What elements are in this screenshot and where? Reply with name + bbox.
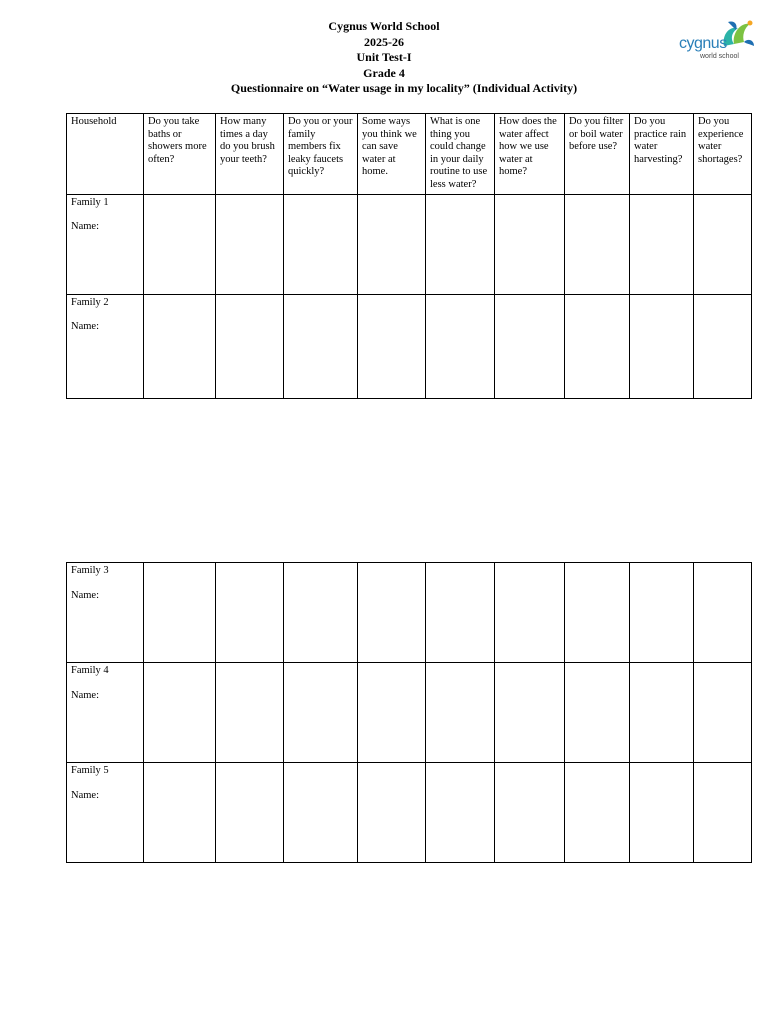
answer-cell[interactable] bbox=[144, 763, 216, 863]
family-label: Family 4 bbox=[71, 665, 109, 676]
answer-cell[interactable] bbox=[630, 194, 694, 294]
questionnaire-table-page1 bbox=[66, 113, 752, 399]
answer-cell[interactable] bbox=[565, 663, 630, 763]
grade-label: Grade 4 bbox=[363, 65, 405, 80]
answer-cell[interactable] bbox=[284, 663, 358, 763]
session-year: 2025-26 bbox=[364, 34, 404, 49]
answer-cell[interactable] bbox=[495, 194, 565, 294]
questionnaire-title: Questionnaire on “Water usage in my locality” (Individual Activity) bbox=[230, 81, 578, 95]
column-header: Do you practice rain water harvesting? bbox=[630, 114, 694, 195]
table-row bbox=[67, 763, 752, 863]
column-header: Do you experience water shortages? bbox=[694, 114, 752, 195]
name-label: Name: bbox=[71, 321, 99, 333]
answer-cell[interactable] bbox=[694, 294, 752, 398]
family-label: Family 2 bbox=[71, 296, 109, 308]
answer-cell[interactable] bbox=[216, 563, 284, 663]
questionnaire-table-page2 bbox=[66, 562, 752, 863]
answer-cell[interactable] bbox=[284, 194, 358, 294]
household-cell bbox=[67, 763, 144, 863]
answer-cell[interactable] bbox=[144, 194, 216, 294]
answer-cell[interactable] bbox=[358, 663, 426, 763]
column-header: What is one thing you could change in your daily routine to use less water? bbox=[426, 114, 495, 195]
answer-cell[interactable] bbox=[426, 294, 495, 398]
answer-cell[interactable] bbox=[216, 663, 284, 763]
answer-cell[interactable] bbox=[694, 763, 752, 863]
answer-cell[interactable] bbox=[495, 663, 565, 763]
table-row bbox=[67, 294, 752, 398]
answer-cell[interactable] bbox=[426, 194, 495, 294]
name-label: Name: bbox=[71, 789, 99, 801]
column-header: Do you or your family members fix leaky faucets quickly? bbox=[284, 114, 358, 195]
household-cell bbox=[67, 194, 144, 294]
household-cell bbox=[67, 294, 144, 398]
answer-cell[interactable] bbox=[358, 294, 426, 398]
answer-cell[interactable] bbox=[216, 763, 284, 863]
answer-cell[interactable] bbox=[495, 563, 565, 663]
name-label: Name: bbox=[71, 221, 99, 233]
household-cell bbox=[67, 663, 144, 763]
table-row bbox=[67, 194, 752, 294]
answer-cell[interactable] bbox=[284, 763, 358, 863]
table-row bbox=[67, 563, 752, 663]
answer-cell[interactable] bbox=[144, 663, 216, 763]
answer-cell[interactable] bbox=[426, 563, 495, 663]
document-header bbox=[0, 19, 768, 97]
column-header: How does the water affect how we use water at home? bbox=[495, 114, 565, 195]
answer-cell[interactable] bbox=[565, 294, 630, 398]
answer-cell[interactable] bbox=[284, 563, 358, 663]
family-label: Family 5 bbox=[71, 765, 109, 776]
family-label: Family 1 bbox=[71, 196, 109, 208]
test-name: Unit Test-I bbox=[356, 50, 412, 64]
column-header: Do you take baths or showers more often? bbox=[144, 114, 216, 195]
answer-cell[interactable] bbox=[495, 294, 565, 398]
answer-cell[interactable] bbox=[358, 563, 426, 663]
name-label: Name: bbox=[71, 589, 99, 601]
table-row bbox=[67, 663, 752, 763]
answer-cell[interactable] bbox=[284, 294, 358, 398]
answer-cell[interactable] bbox=[358, 763, 426, 863]
column-header: How many times a day do you brush your teeth? bbox=[216, 114, 284, 195]
answer-cell[interactable] bbox=[358, 194, 426, 294]
answer-cell[interactable] bbox=[630, 663, 694, 763]
logo-text: cygnus bbox=[679, 35, 727, 52]
answer-cell[interactable] bbox=[426, 763, 495, 863]
answer-cell[interactable] bbox=[630, 294, 694, 398]
answer-cell[interactable] bbox=[144, 563, 216, 663]
answer-cell[interactable] bbox=[495, 763, 565, 863]
household-cell bbox=[67, 563, 144, 663]
answer-cell[interactable] bbox=[694, 563, 752, 663]
answer-cell[interactable] bbox=[565, 563, 630, 663]
answer-cell[interactable] bbox=[630, 563, 694, 663]
logo-subtext: world school bbox=[700, 53, 739, 60]
column-header: Do you filter or boil water before use? bbox=[565, 114, 630, 195]
column-header: Household bbox=[67, 114, 144, 195]
answer-cell[interactable] bbox=[694, 663, 752, 763]
answer-cell[interactable] bbox=[694, 194, 752, 294]
column-header: Some ways you think we can save water at home. bbox=[358, 114, 426, 195]
answer-cell[interactable] bbox=[216, 294, 284, 398]
table-header-row bbox=[67, 114, 752, 195]
school-name: Cygnus World School bbox=[328, 19, 440, 33]
name-label: Name: bbox=[71, 689, 99, 701]
answer-cell[interactable] bbox=[630, 763, 694, 863]
answer-cell[interactable] bbox=[565, 763, 630, 863]
answer-cell[interactable] bbox=[426, 663, 495, 763]
school-logo bbox=[676, 16, 756, 66]
answer-cell[interactable] bbox=[144, 294, 216, 398]
answer-cell[interactable] bbox=[216, 194, 284, 294]
family-label: Family 3 bbox=[71, 565, 109, 576]
answer-cell[interactable] bbox=[565, 194, 630, 294]
